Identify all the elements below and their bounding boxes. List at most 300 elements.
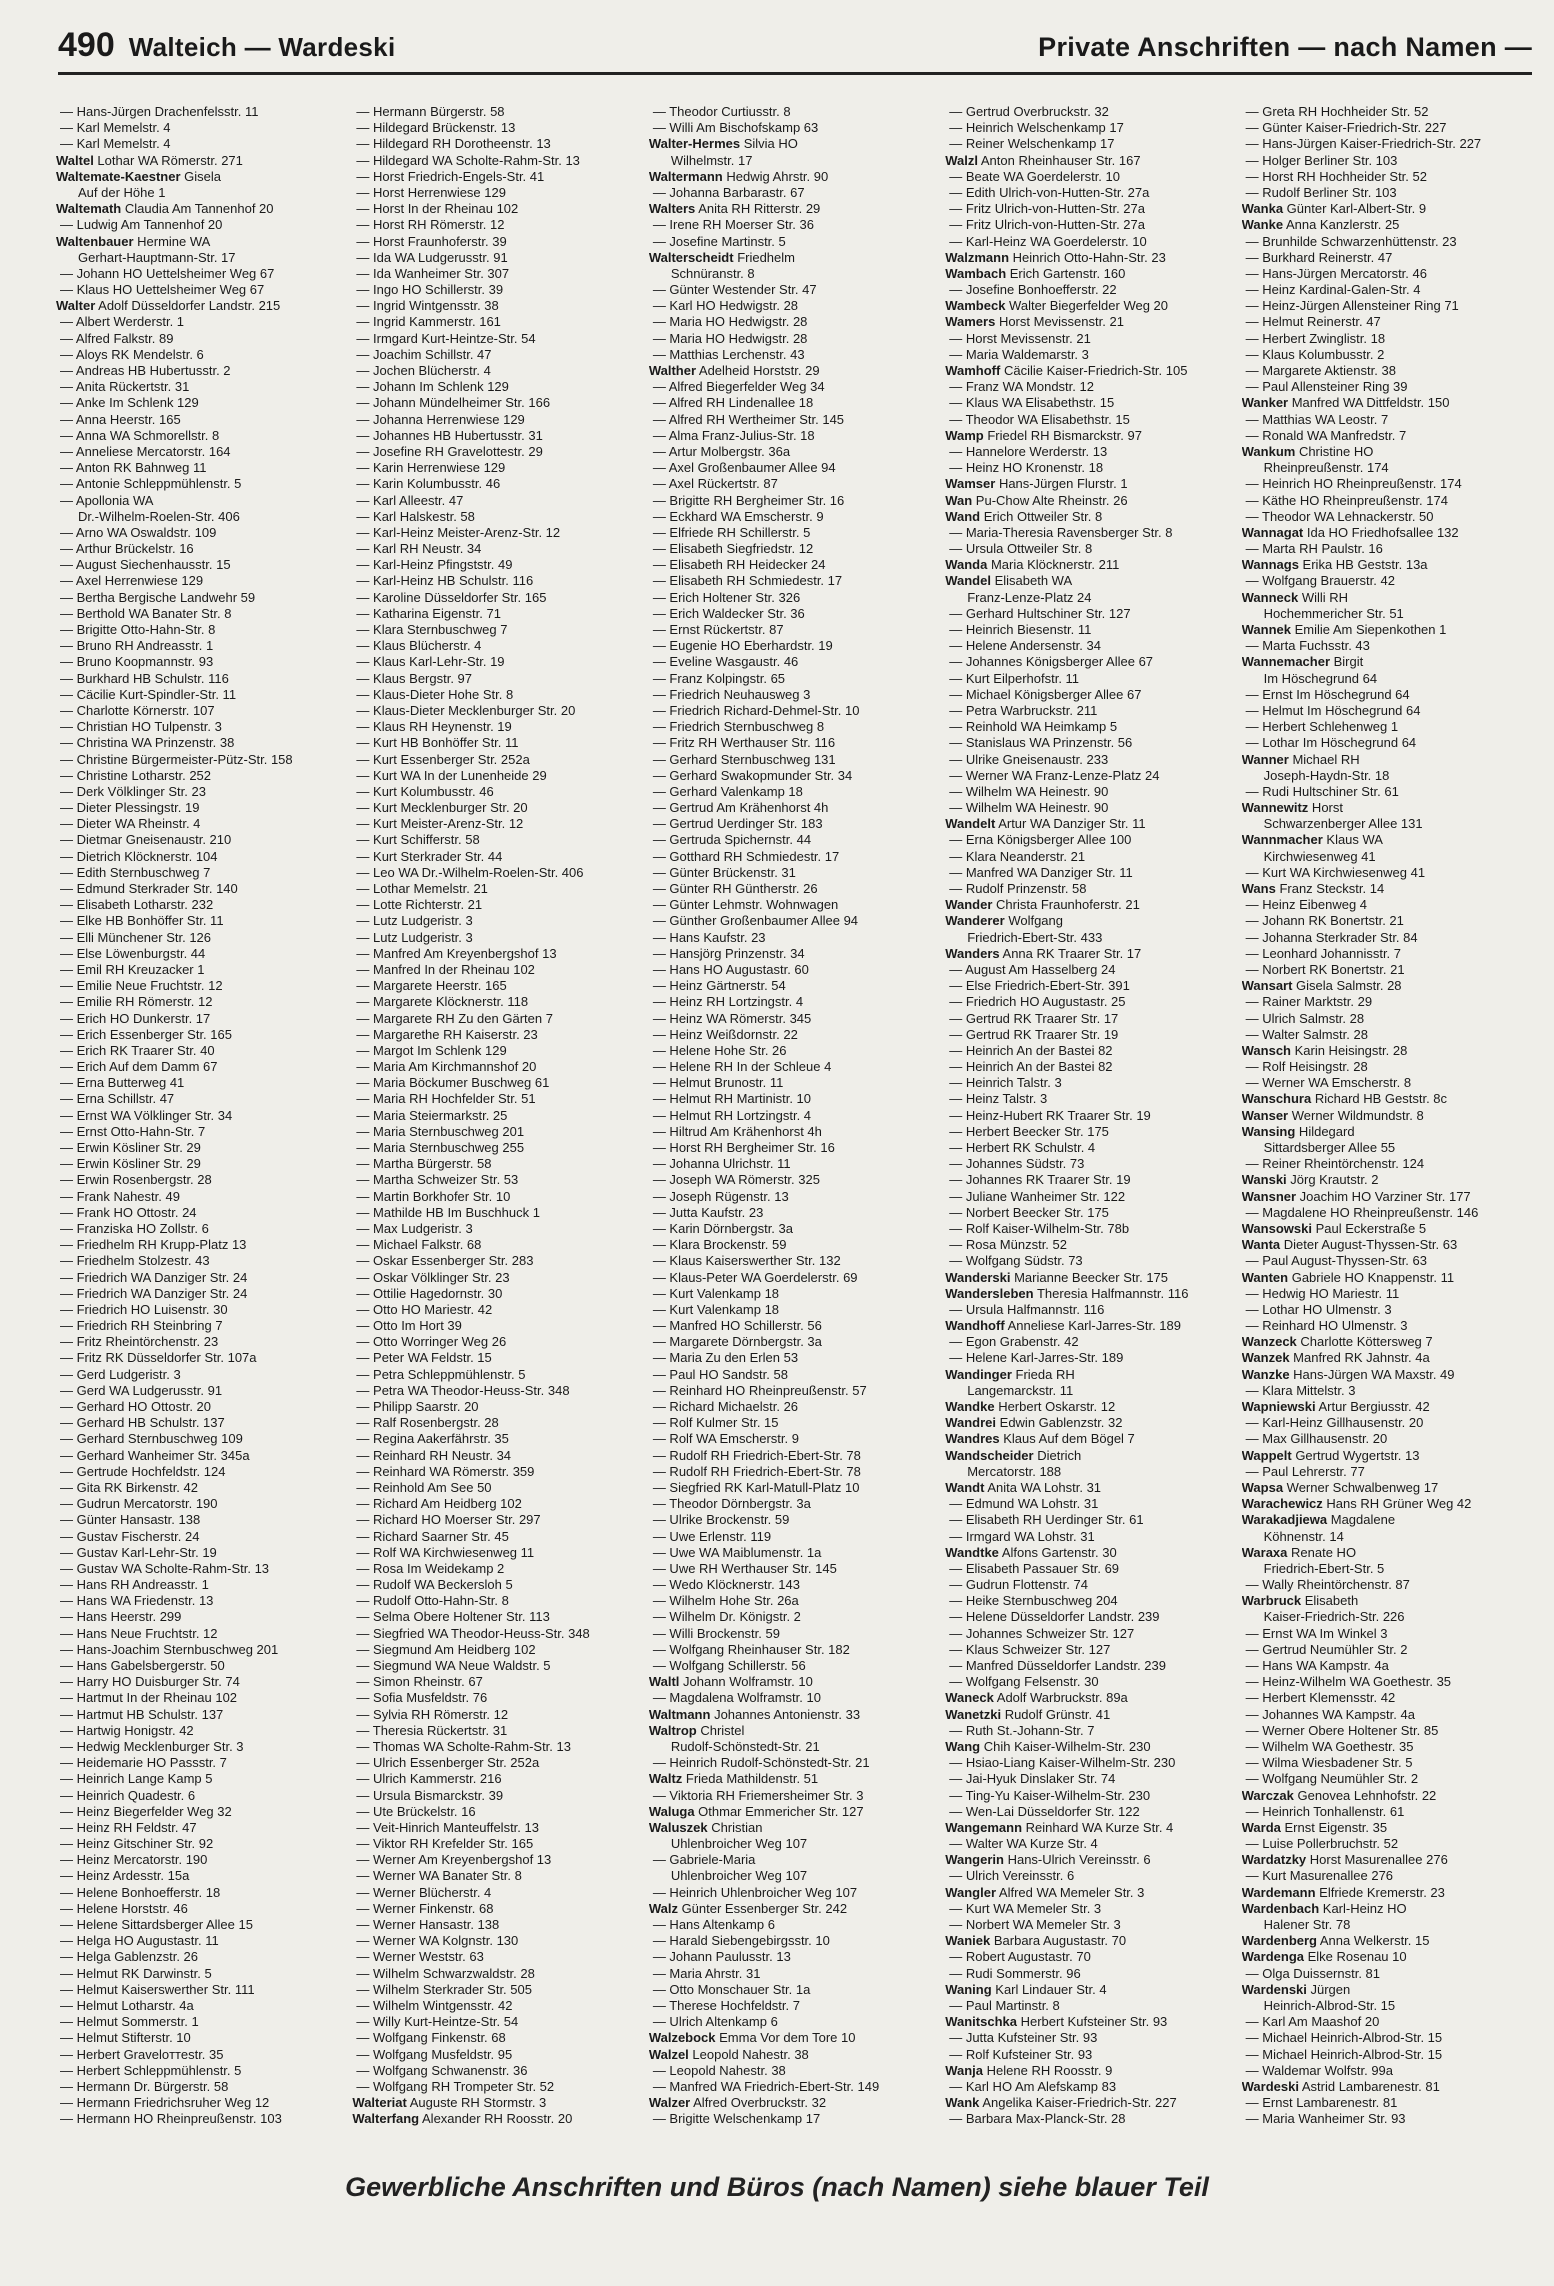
directory-entry: Wardenbach Karl-Heinz HO [1241, 1900, 1407, 1916]
directory-entry: — Manfred HO Schillerstr. 56 [652, 1318, 822, 1334]
section-title: Private Anschriften — nach Namen — [1038, 32, 1532, 62]
directory-entry: Walzebock Emma Vor dem Tore 10 [648, 2030, 856, 2046]
directory-entry: Warakadjiewa Magdalene [1241, 1512, 1396, 1528]
directory-entry: Hochemmericher Str. 51 [1263, 605, 1404, 621]
directory-entry: — Reiner Rheintörchenstr. 124 [1245, 1156, 1425, 1172]
directory-entry: — Norbert Beecker Str. 175 [949, 1204, 1109, 1220]
directory-entry: — Karl Am Maashof 20 [1245, 2014, 1380, 2030]
directory-entry: Waltemath Claudia Am Tannenhof 20 [56, 201, 274, 217]
directory-entry: Wangemann Reinhard WA Kurze Str. 4 [945, 1819, 1174, 1835]
directory-entry: Wanneck Willi RH [1241, 589, 1349, 605]
directory-entry: Wanetzki Rudolf Grünstr. 41 [945, 1706, 1111, 1722]
directory-entry: — Margot Im Schlenk 129 [356, 1042, 507, 1058]
directory-entry: Wamers Horst Mevissenstr. 21 [945, 314, 1124, 330]
directory-entry: Walteriat Auguste RH Stormstr. 3 [352, 2095, 547, 2111]
directory-entry: — Helmut Reinerstr. 47 [1245, 314, 1381, 330]
directory-entry: — Helga HO Augustastr. 11 [60, 1933, 219, 1949]
directory-entry: — Thomas WA Scholte-Rahm-Str. 13 [356, 1738, 571, 1754]
directory-entry: Waluga Othmar Emmericher Str. 127 [648, 1803, 864, 1819]
directory-entry: — Paul HO Sandstr. 58 [652, 1366, 788, 1382]
directory-entry: — Helga Gablenzstr. 26 [60, 1949, 199, 1965]
directory-entry: — Uwe RH Werthauser Str. 145 [652, 1560, 837, 1576]
directory-entry: — Sylvia RH Römerstr. 12 [356, 1706, 509, 1722]
directory-entry: — Elisabeth Passauer Str. 69 [949, 1560, 1120, 1576]
directory-entry: — Klara Sternbuschweg 7 [356, 622, 508, 637]
directory-entry: — Ulrich Salmstr. 28 [1245, 1010, 1365, 1026]
directory-entry: — Ursula Ottweiler Str. 8 [949, 541, 1093, 557]
directory-entry: — Anneliese Mercatorstr. 164 [60, 443, 231, 459]
directory-entry: — Horst RH Hochheider Str. 52 [1245, 168, 1427, 184]
directory-entry: — Rudolf RH Friedrich-Ebert-Str. 78 [652, 1463, 861, 1479]
directory-entry: — Werner Obere Holtener Str. 85 [1245, 1722, 1439, 1738]
directory-entry: Wandelt Artur WA Danziger Str. 11 [945, 816, 1146, 832]
directory-entry: — Elisabeth RH Schmiedestr. 17 [652, 573, 843, 589]
directory-entry: Wanser Werner Wildmundstr. 8 [1241, 1107, 1424, 1123]
directory-entry: Wanta Dieter August-Thyssen-Str. 63 [1241, 1237, 1458, 1253]
directory-entry: — Friedhelm RH Krupp-Platz 13 [60, 1237, 247, 1253]
column-2 [352, 104, 648, 2134]
directory-entry: — Johanna Ulrichstr. 11 [652, 1156, 791, 1172]
directory-entry: — Rudolf Otto-Hahn-Str. 8 [356, 1593, 509, 1609]
directory-entry: — Emilie Neue Fruchtstr. 12 [60, 978, 223, 994]
directory-entry: — Friedrich WA Danziger Str. 24 [60, 1285, 248, 1301]
directory-entry: — Fritz Ulrich-von-Hutten-Str. 27a [949, 217, 1145, 233]
directory-entry: — Richard Michaelstr. 26 [652, 1399, 799, 1414]
directory-entry: — Rolf WA Emscherstr. 9 [652, 1431, 799, 1447]
directory-entry: Waneck Adolf Warbruckstr. 89a [945, 1690, 1128, 1706]
directory-entry: — Edmund WA Lohstr. 31 [949, 1496, 1099, 1512]
directory-entry: — Reinhold WA Heimkamp 5 [949, 719, 1118, 735]
directory-entry: Warczak Genovea Lehnhofstr. 22 [1241, 1787, 1437, 1803]
directory-entry: — Werner WA Banater Str. 8 [356, 1868, 522, 1884]
directory-entry: — Eckhard WA Emscherstr. 9 [652, 508, 824, 524]
directory-entry: — Hans-Jürgen Mercatorstr. 46 [1245, 265, 1427, 281]
directory-entry: — Ting-Yu Kaiser-Wilhelm-Str. 230 [949, 1787, 1151, 1803]
directory-entry: — Hans Gabelsbergerstr. 50 [60, 1658, 225, 1673]
directory-entry: — August Siechenhausstr. 15 [60, 557, 231, 573]
directory-entry: — Gerhard Valenkamp 18 [652, 783, 803, 799]
directory-entry: — Uwe Erlenstr. 119 [652, 1528, 772, 1544]
directory-entry: — Jutta Kaufstr. 23 [652, 1204, 764, 1220]
directory-entry: — Derk Völklinger Str. 23 [60, 783, 206, 799]
directory-entry: — Rolf Kufsteiner Str. 93 [949, 2046, 1093, 2062]
directory-entry: — Kurt Kolumbusstr. 46 [356, 783, 494, 799]
directory-entry: — Lothar HO Ulmenstr. 3 [1245, 1301, 1392, 1317]
directory-entry: — Wolfgang Schillerstr. 56 [652, 1658, 806, 1673]
directory-entry: — Josefine Bonhoefferstr. 22 [949, 282, 1117, 298]
directory-entry: — Margarete RH Zu den Gärten 7 [356, 1010, 553, 1026]
directory-entry: Heinrich-Albrod-Str. 15 [1263, 1997, 1396, 2013]
directory-entry: — Ute Brückelstr. 16 [356, 1803, 476, 1819]
directory-entry: Waltenbauer Hermine WA [56, 233, 211, 249]
directory-entry: Friedrich-Ebert-Str. 5 [1263, 1560, 1385, 1576]
directory-entry: — Gerhard Sternbuschweg 109 [60, 1431, 243, 1447]
directory-entry: — Johanna Sterkrader Str. 84 [1245, 929, 1418, 945]
directory-entry: Wapsa Werner Schwalbenweg 17 [1241, 1479, 1439, 1495]
directory-entry: — Brunhilde Schwarzenhüttenstr. 23 [1245, 233, 1457, 249]
directory-entry: Rudolf-Schönstedt-Str. 21 [670, 1738, 820, 1754]
directory-entry: — Charlotte Körnerstr. 107 [60, 702, 215, 718]
directory-entry: — Wilhelm Hohe Str. 26a [652, 1593, 799, 1609]
directory-entry: — Heinz Weißdornstr. 22 [652, 1026, 798, 1042]
directory-entry: — Rudolf WA Beckersloh 5 [356, 1577, 513, 1593]
directory-entry: — Wilhelm Dr. Königstr. 2 [652, 1609, 801, 1625]
directory-entry: — Johann HO Uettelsheimer Weg 67 [60, 265, 275, 281]
directory-entry: — Helmut Brunostr. 11 [652, 1075, 784, 1091]
directory-entry: — Maria Am Kirchmannshof 20 [356, 1059, 537, 1075]
directory-entry: — Simon Rheinstr. 67 [356, 1674, 483, 1690]
directory-entry: Warda Ernst Eigenstr. 35 [1241, 1819, 1388, 1835]
directory-entry: — Ingo HO Schillerstr. 39 [356, 282, 504, 298]
directory-entry: Wamhoff Cäcilie Kaiser-Friedrich-Str. 105 [945, 363, 1188, 378]
directory-entry: — Karin Kolumbusstr. 46 [356, 476, 501, 492]
directory-entry: — Richard HO Moerser Str. 297 [356, 1512, 541, 1528]
directory-entry: — Gertrud RK Traarer Str. 19 [949, 1026, 1119, 1042]
column-1 [56, 104, 352, 2134]
directory-entry: Wamser Hans-Jürgen Flurstr. 1 [945, 476, 1128, 492]
directory-entry: Wannewitz Horst [1241, 800, 1343, 816]
directory-entry: — Katharina Eigenstr. 71 [356, 605, 501, 621]
directory-entry: — Bruno Koopmannstr. 93 [60, 654, 214, 670]
directory-entry: — Hildegard Brückenstr. 13 [356, 120, 516, 136]
directory-entry: — Paul Allensteiner Ring 39 [1245, 379, 1408, 395]
directory-entry: — Heinz Gitschiner Str. 92 [60, 1836, 214, 1852]
directory-entry: — Lothar Memelstr. 21 [356, 881, 488, 896]
directory-entry: — Dietrich Klöcknerstr. 104 [60, 848, 218, 864]
directory-entry: Wangler Alfred WA Memeler Str. 3 [945, 1884, 1145, 1900]
directory-entry: — Frank Nahestr. 49 [60, 1188, 180, 1204]
directory-entry: Walterscheidt Friedhelm [648, 249, 795, 265]
directory-entry: — Rudolf RH Friedrich-Ebert-Str. 78 [652, 1447, 861, 1463]
directory-entry: — Hans Heerstr. 299 [60, 1609, 182, 1625]
directory-entry: — Wolfgang Musfeldstr. 95 [356, 2046, 513, 2062]
directory-entry: — Kurt Meister-Arenz-Str. 12 [356, 816, 524, 832]
directory-entry: — Helmut Sommerstr. 1 [60, 2014, 199, 2030]
directory-entry: — Heidemarie HO Passstr. 7 [60, 1755, 227, 1771]
directory-entry: — Ernst Lambarenestr. 81 [1245, 2095, 1398, 2111]
directory-entry: — Heinz-Jürgen Allensteiner Ring 71 [1245, 298, 1459, 314]
directory-entry: — Horst Herrenwiese 129 [356, 184, 506, 200]
directory-entry: — Helmut Lotharstr. 4a [60, 1997, 194, 2013]
directory-entry: — Klaus-Peter WA Goerdelerstr. 69 [652, 1269, 858, 1285]
directory-entry: — Johanna Barbarastr. 67 [652, 184, 805, 200]
directory-entry: — Otto Monschauer Str. 1a [652, 1981, 811, 1997]
directory-entry: — Rolf Kaiser-Wilhelm-Str. 78b [949, 1220, 1130, 1236]
directory-columns [56, 104, 1538, 2134]
directory-entry: — Hans WA Kampstr. 4a [1245, 1658, 1389, 1673]
directory-entry: — Johanna Herrenwiese 129 [356, 411, 525, 427]
directory-entry: — Ronald WA Manfredstr. 7 [1245, 427, 1407, 443]
directory-entry: — Klaus RH Heynenstr. 19 [356, 719, 512, 735]
directory-entry: — Eugenie HO Eberhardstr. 19 [652, 638, 833, 654]
directory-entry: Wanzek Manfred RK Jahnstr. 4a [1241, 1350, 1430, 1366]
directory-entry: — Elisabeth RH Uerdinger Str. 61 [949, 1512, 1144, 1528]
directory-entry: — Manfred WA Danziger Str. 11 [949, 864, 1133, 880]
directory-entry: Waraxa Renate HO [1241, 1544, 1357, 1560]
directory-entry: — Bertha Bergische Landwehr 59 [60, 589, 256, 605]
directory-entry: — Wilhelm WA Heinestr. 90 [949, 800, 1109, 816]
directory-entry: Wilhelmstr. 17 [670, 152, 753, 168]
directory-entry: — Brigitte RH Bergheimer Str. 16 [652, 492, 845, 508]
directory-entry: Wandt Anita WA Lohstr. 31 [945, 1479, 1102, 1495]
directory-entry: Wannek Emilie Am Siepenkothen 1 [1241, 622, 1447, 637]
directory-entry: — Frank HO Ottostr. 24 [60, 1204, 197, 1220]
directory-entry: — Martha Bürgerstr. 58 [356, 1156, 492, 1172]
directory-entry: Wardatzky Horst Masurenallee 276 [1241, 1852, 1448, 1868]
directory-entry: — Ida Wanheimer Str. 307 [356, 265, 510, 281]
directory-entry: — Christina WA Prinzenstr. 38 [60, 735, 235, 751]
directory-entry: — Hartwig Honigstr. 42 [60, 1722, 194, 1738]
directory-entry: — Hedwig Mecklenburger Str. 3 [60, 1738, 244, 1754]
directory-entry: — Friedrich Richard-Dehmel-Str. 10 [652, 702, 860, 718]
directory-entry: — Kurt Valenkamp 18 [652, 1285, 780, 1301]
directory-entry: — Gertrud Am Krähenhorst 4h [652, 800, 829, 816]
directory-entry: — Heinz RH Feldstr. 47 [60, 1819, 197, 1835]
directory-entry: — Theresia Rückertstr. 31 [356, 1722, 508, 1738]
directory-entry: — Hans WA Friedenstr. 13 [60, 1593, 214, 1609]
directory-entry: — Johann RK Bonertstr. 21 [1245, 913, 1404, 929]
directory-entry: — Harry HO Duisburger Str. 74 [60, 1674, 240, 1690]
directory-entry: — Karl Memelstr. 4 [60, 120, 171, 136]
directory-entry: — Anke Im Schlenk 129 [60, 395, 199, 411]
directory-entry: — Norbert WA Memeler Str. 3 [949, 1917, 1121, 1932]
directory-entry: — Karl-Heinz HB Schulstr. 116 [356, 573, 534, 589]
directory-entry: — Karin Dörnbergstr. 3a [652, 1220, 793, 1236]
directory-entry: Wan Pu-Chow Alte Rheinstr. 26 [945, 492, 1128, 508]
directory-entry: — Klara Mittelstr. 3 [1245, 1382, 1356, 1398]
directory-entry: — Hansjörg Prinzenstr. 34 [652, 945, 805, 961]
directory-entry: — Marta RH Paulstr. 16 [1245, 541, 1383, 557]
directory-entry: — Rainer Marktstr. 29 [1245, 994, 1373, 1010]
directory-entry: Wanten Gabriele HO Knappenstr. 11 [1241, 1269, 1455, 1285]
directory-entry: — Gudrun Mercatorstr. 190 [60, 1496, 218, 1512]
directory-entry: — Holger Berliner Str. 103 [1245, 152, 1398, 168]
directory-entry: — Erich HO Dunkerstr. 17 [60, 1010, 211, 1026]
directory-entry: Wanker Manfred WA Dittfeldstr. 150 [1241, 395, 1450, 411]
directory-entry: — Berthold WA Banater Str. 8 [60, 605, 232, 621]
directory-entry: Köhnenstr. 14 [1263, 1528, 1344, 1544]
directory-entry: — Veit-Hinrich Manteuffelstr. 13 [356, 1819, 539, 1835]
directory-entry: — Helmut RH Lortzingstr. 4 [652, 1107, 812, 1123]
directory-entry: — Ida WA Ludgerusstr. 91 [356, 249, 508, 265]
directory-entry: — Wilhelm Wintgensstr. 42 [356, 1997, 513, 2013]
directory-entry: — Johann Im Schlenk 129 [356, 379, 509, 395]
directory-entry: Wambeck Walter Biegerfelder Weg 20 [945, 298, 1169, 314]
directory-entry: — Heike Sternbuschweg 204 [949, 1593, 1118, 1609]
directory-entry: Schnüranstr. 8 [670, 265, 755, 281]
directory-entry: — Anna Heerstr. 165 [60, 411, 181, 427]
directory-entry: — Alfred RH Lindenallee 18 [652, 395, 814, 411]
directory-entry: — Erich Holtener Str. 326 [652, 589, 801, 605]
directory-entry: Sittardsberger Allee 55 [1263, 1140, 1396, 1155]
directory-entry: Wandscheider Dietrich [945, 1447, 1082, 1463]
footer-note: Gewerbliche Anschriften und Büros (nach Namen) siehe blauer Teil [345, 2172, 1209, 2202]
directory-entry: — Alfred RH Wertheimer Str. 145 [652, 411, 845, 427]
directory-entry: Walter Adolf Düsseldorfer Landstr. 215 [56, 298, 281, 314]
directory-entry: Wannags Erika HB Geststr. 13a [1241, 557, 1428, 573]
directory-entry: — Johannes Schweizer Str. 127 [949, 1625, 1135, 1641]
directory-entry: — Waldemar Wolfstr. 99a [1245, 2062, 1394, 2078]
directory-entry: — Fritz RK Düsseldorfer Str. 107a [60, 1350, 257, 1366]
directory-entry: — Burkhard Reinerstr. 47 [1245, 249, 1393, 265]
directory-entry: — Horst In der Rheinau 102 [356, 201, 519, 217]
directory-entry: — Helene Horststr. 46 [60, 1900, 188, 1916]
directory-entry: — Reinhold Am See 50 [356, 1479, 492, 1495]
directory-entry: — Richard Saarner Str. 45 [356, 1528, 509, 1544]
directory-entry: — Helene Hohe Str. 26 [652, 1042, 787, 1058]
directory-entry: — Wilhelm WA Goethestr. 35 [1245, 1738, 1414, 1754]
column-4 [945, 104, 1241, 2134]
directory-entry: — Karl HO Hedwigstr. 28 [652, 298, 799, 314]
directory-entry: — Paul Martinstr. 8 [949, 1997, 1060, 2013]
directory-entry: — Therese Hochfeldstr. 7 [652, 1997, 800, 2013]
directory-entry: — Barbara Max-Planck-Str. 28 [949, 2111, 1126, 2127]
directory-entry: — Ernst Im Höschegrund 64 [1245, 686, 1410, 702]
directory-entry: Schwarzenberger Allee 131 [1263, 816, 1423, 832]
directory-entry: — Max Ludgeristr. 3 [356, 1220, 473, 1236]
directory-entry: — Erwin Rosenbergstr. 28 [60, 1172, 212, 1188]
directory-entry: Wanzeck Charlotte Köttersweg 7 [1241, 1334, 1433, 1350]
directory-entry: — Oskar Essenberger Str. 283 [356, 1253, 534, 1269]
directory-entry: — Gerhard HB Schulstr. 137 [60, 1415, 225, 1431]
directory-entry: — Hartmut HB Schulstr. 137 [60, 1706, 224, 1722]
directory-entry: — Herbert RK Schulstr. 4 [949, 1140, 1096, 1155]
directory-entry: — Irmgard Kurt-Heintze-Str. 54 [356, 330, 536, 346]
directory-entry: — Heinrich Welschenkamp 17 [949, 120, 1124, 136]
directory-entry: — Sofia Musfeldstr. 76 [356, 1690, 488, 1706]
column-3 [649, 104, 945, 2134]
directory-entry: — Hildegard WA Scholte-Rahm-Str. 13 [356, 152, 580, 168]
directory-entry: — Viktoria RH Friemersheimer Str. 3 [652, 1787, 864, 1803]
directory-entry: — Maria-Theresia Ravensberger Str. 8 [949, 524, 1173, 540]
directory-entry: Wannagat Ida HO Friedhofsallee 132 [1241, 524, 1459, 540]
directory-entry: — Klaus-Dieter Hohe Str. 8 [356, 686, 514, 702]
directory-entry: Dr.-Wilhelm-Roelen-Str. 406 [78, 508, 240, 524]
directory-entry: — Alfred Falkstr. 89 [60, 330, 174, 346]
directory-entry: — Friedhelm Stolzestr. 43 [60, 1253, 210, 1269]
directory-entry: — Wedo Klöcknerstr. 143 [652, 1577, 800, 1593]
directory-entry: — Erich Waldecker Str. 36 [652, 605, 805, 621]
directory-entry: — Edith Sternbuschweg 7 [60, 864, 211, 880]
directory-entry: — Gerhard Hultschiner Str. 127 [949, 605, 1131, 621]
directory-entry: Wardemann Elfriede Kremerstr. 23 [1241, 1884, 1445, 1900]
directory-entry: — Gabriele-Maria [652, 1852, 756, 1868]
directory-entry: Wand Erich Ottweiler Str. 8 [945, 508, 1103, 524]
directory-entry: — Else Löwenburgstr. 44 [60, 945, 206, 961]
directory-entry: — Norbert RK Bonertstr. 21 [1245, 961, 1405, 977]
directory-entry: Wandtke Alfons Gartenstr. 30 [945, 1544, 1117, 1560]
directory-entry: Im Höschegrund 64 [1263, 670, 1378, 686]
directory-entry: — Herbert Zwinglistr. 18 [1245, 330, 1386, 346]
directory-entry: — Christine Lotharstr. 252 [60, 767, 212, 783]
directory-entry: — Willy Kurt-Heintze-Str. 54 [356, 2014, 519, 2030]
directory-entry: Kirchwiesenweg 41 [1263, 848, 1376, 864]
directory-entry: — Maria Waldemarstr. 3 [949, 346, 1089, 362]
directory-entry: Wanja Helene RH Roosstr. 9 [945, 2062, 1113, 2078]
directory-entry: — Joseph WA Römerstr. 325 [652, 1172, 820, 1188]
directory-entry: — Otto Im Hort 39 [356, 1318, 462, 1334]
directory-entry: — Erwin Kösliner Str. 29 [60, 1156, 201, 1172]
directory-entry: — Heinz Ardesstr. 15a [60, 1868, 190, 1884]
directory-entry: — Heinrich Talstr. 3 [949, 1075, 1062, 1091]
directory-entry: — Reinhard RH Neustr. 34 [356, 1447, 512, 1463]
directory-entry: — Anton RK Bahnweg 11 [60, 460, 207, 476]
directory-entry: — Anna WA Schmorellstr. 8 [60, 427, 220, 443]
directory-entry: Warachewicz Hans RH Grüner Weg 42 [1241, 1496, 1472, 1512]
directory-entry: — Aloys RK Mendelstr. 6 [60, 346, 204, 362]
directory-entry: Waltmann Johannes Antonienstr. 33 [648, 1706, 861, 1722]
directory-entry: — Gerhard HO Ottostr. 20 [60, 1399, 211, 1414]
directory-entry: — Walter WA Kurze Str. 4 [949, 1836, 1098, 1852]
directory-entry: — Heinz-Wilhelm WA Goethestr. 35 [1245, 1674, 1452, 1690]
directory-entry: Wamp Friedel RH Bismarckstr. 97 [945, 427, 1142, 443]
directory-entry: — Uwe WA Maiblumenstr. 1a [652, 1544, 822, 1560]
directory-entry: Walther Adelheid Horststr. 29 [648, 363, 820, 378]
directory-entry: — Elke HB Bonhöffer Str. 11 [60, 913, 224, 929]
directory-entry: — Horst Fraunhoferstr. 39 [356, 233, 507, 249]
directory-entry: — Heinz WA Römerstr. 345 [652, 1010, 812, 1026]
directory-entry: — Helene Karl-Jarres-Str. 189 [949, 1350, 1124, 1366]
directory-entry: — Dietmar Gneisenaustr. 210 [60, 832, 232, 848]
directory-entry: — Artur Molbergstr. 36a [652, 443, 791, 459]
directory-entry: — Kurt Schifferstr. 58 [356, 832, 480, 848]
directory-entry: — Lutz Ludgeristr. 3 [356, 929, 473, 945]
directory-entry: — Paul Lehrerstr. 77 [1245, 1463, 1365, 1479]
directory-entry: — Werner WA Kolgnstr. 130 [356, 1933, 519, 1949]
directory-entry: — Johannes WA Kampstr. 4a [1245, 1706, 1415, 1722]
directory-entry: — Werner WA Franz-Lenze-Platz 24 [949, 767, 1160, 783]
directory-entry: — Walter Salmstr. 28 [1245, 1026, 1368, 1042]
directory-entry: — Philipp Saarstr. 20 [356, 1399, 479, 1414]
directory-entry: — Hiltrud Am Krähenhorst 4h [652, 1123, 822, 1139]
directory-entry: — Helene Sittardsberger Allee 15 [60, 1917, 253, 1932]
directory-entry: Wanda Maria Klöcknerstr. 211 [945, 557, 1120, 573]
directory-entry: — Hans Kaufstr. 23 [652, 929, 766, 945]
directory-entry: Wandres Klaus Auf dem Bögel 7 [945, 1431, 1135, 1447]
directory-entry: — Friedrich WA Danziger Str. 24 [60, 1269, 248, 1285]
directory-entry: — Paul August-Thyssen-Str. 63 [1245, 1253, 1427, 1269]
directory-entry: — Siegfried WA Theodor-Heuss-Str. 348 [356, 1625, 590, 1641]
directory-entry: — Johannes RK Traarer Str. 19 [949, 1172, 1131, 1188]
directory-entry: — Burkhard HB Schulstr. 116 [60, 670, 229, 686]
directory-entry: — Hsiao-Liang Kaiser-Wilhelm-Str. 230 [949, 1755, 1176, 1771]
directory-entry: — Hans Neue Fruchtstr. 12 [60, 1625, 218, 1641]
directory-entry: — Heinrich Lange Kamp 5 [60, 1771, 213, 1787]
directory-entry: — Luise Pollerbruchstr. 52 [1245, 1836, 1399, 1852]
directory-entry: — Werner Am Kreyenbergshof 13 [356, 1852, 552, 1868]
directory-entry: Wangerin Hans-Ulrich Vereinsstr. 6 [945, 1852, 1151, 1868]
directory-entry: Wandrei Edwin Gablenzstr. 32 [945, 1415, 1123, 1431]
directory-entry: — Elfriede RH Schillerstr. 5 [652, 524, 811, 540]
directory-entry: — Albert Werderstr. 1 [60, 314, 185, 330]
directory-entry: — Horst RH Bergheimer Str. 16 [652, 1140, 835, 1155]
directory-entry: — Kurt Essenberger Str. 252a [356, 751, 530, 767]
directory-entry: — Hans HO Augustastr. 60 [652, 961, 809, 977]
directory-entry: — Hermann Friedrichsruher Weg 12 [60, 2095, 270, 2111]
directory-entry: — Ulrich Altenkamp 6 [652, 2014, 778, 2030]
directory-entry: — Heinrich Quadestr. 6 [60, 1787, 196, 1803]
directory-entry: — Wilhelm Schwarzwaldstr. 28 [356, 1965, 535, 1981]
directory-entry: Waning Karl Lindauer Str. 4 [945, 1981, 1107, 1997]
directory-entry: — Gerhard Wanheimer Str. 345a [60, 1447, 250, 1463]
directory-entry: — Karl Halskestr. 58 [356, 508, 475, 524]
directory-entry: — Jochen Blücherstr. 4 [356, 363, 491, 378]
directory-entry: — Karl RH Neustr. 34 [356, 541, 482, 557]
directory-entry: — Heinz HO Kronenstr. 18 [949, 460, 1104, 476]
directory-entry: Langemarckstr. 11 [967, 1382, 1074, 1398]
directory-entry: — Dieter Plessingstr. 19 [60, 800, 200, 816]
directory-entry: — Andreas HB Hubertusstr. 2 [60, 363, 231, 378]
